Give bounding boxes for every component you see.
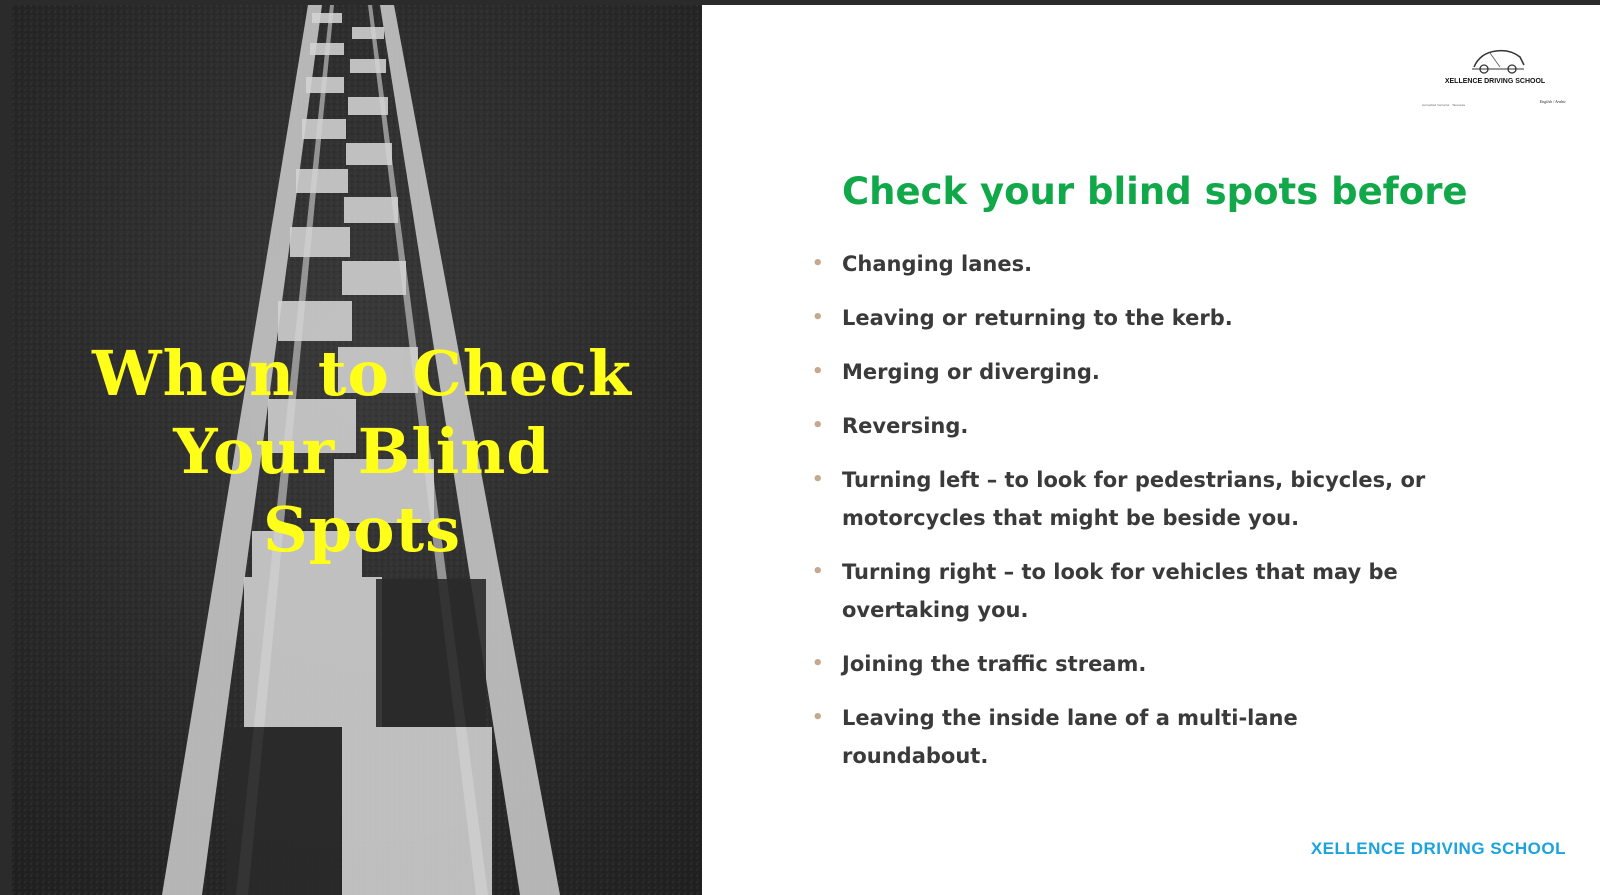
bullet-icon: • <box>812 653 824 674</box>
list-item <box>812 407 1432 445</box>
list-item-text: Joining the traffic stream. <box>842 652 1147 676</box>
bullet-icon: • <box>812 707 824 728</box>
list-item-text: Turning left – to look for pedestrians, bicycles, or motorcycles that might be beside you. <box>842 468 1426 530</box>
content-heading: Check your blind spots before <box>842 170 1468 213</box>
list-item-text: Turning right – to look for vehicles that may be overtaking you. <box>842 560 1398 622</box>
slide <box>12 5 1600 895</box>
list-item-text: Changing lanes. <box>842 252 1033 276</box>
blind-spot-list <box>812 245 1432 791</box>
bullet-icon: • <box>812 415 824 436</box>
bullet-icon: • <box>812 561 824 582</box>
list-item-text: Merging or diverging. <box>842 360 1100 384</box>
car-logo-icon <box>1470 43 1526 75</box>
list-item-text: Leaving the inside lane of a multi-lane roundabout. <box>842 706 1298 768</box>
logo-name: XELLENCE DRIVING SCHOOL <box>1444 78 1546 85</box>
school-logo <box>1420 25 1570 150</box>
bullet-icon: • <box>812 361 824 382</box>
footer-brand: XELLENCE DRIVING SCHOOL <box>1310 839 1566 858</box>
list-item <box>812 699 1432 775</box>
list-item <box>812 245 1432 283</box>
list-item <box>812 645 1432 683</box>
list-item <box>812 353 1432 391</box>
content-panel <box>702 5 1600 895</box>
bullet-icon: • <box>812 307 824 328</box>
logo-languages: English / Arabic <box>1539 99 1566 104</box>
list-item-text: Reversing. <box>842 414 969 438</box>
logo-tagline: Accredited Instructor · Tasmania <box>1422 103 1465 107</box>
list-item-text: Leaving or returning to the kerb. <box>842 306 1233 330</box>
list-item <box>812 461 1432 537</box>
slide-title: When to Check Your Blind Spots <box>92 337 632 566</box>
list-item <box>812 299 1432 337</box>
bullet-icon: • <box>812 469 824 490</box>
list-item <box>812 553 1432 629</box>
road-marking-image <box>12 5 702 895</box>
bullet-icon: • <box>812 253 824 274</box>
